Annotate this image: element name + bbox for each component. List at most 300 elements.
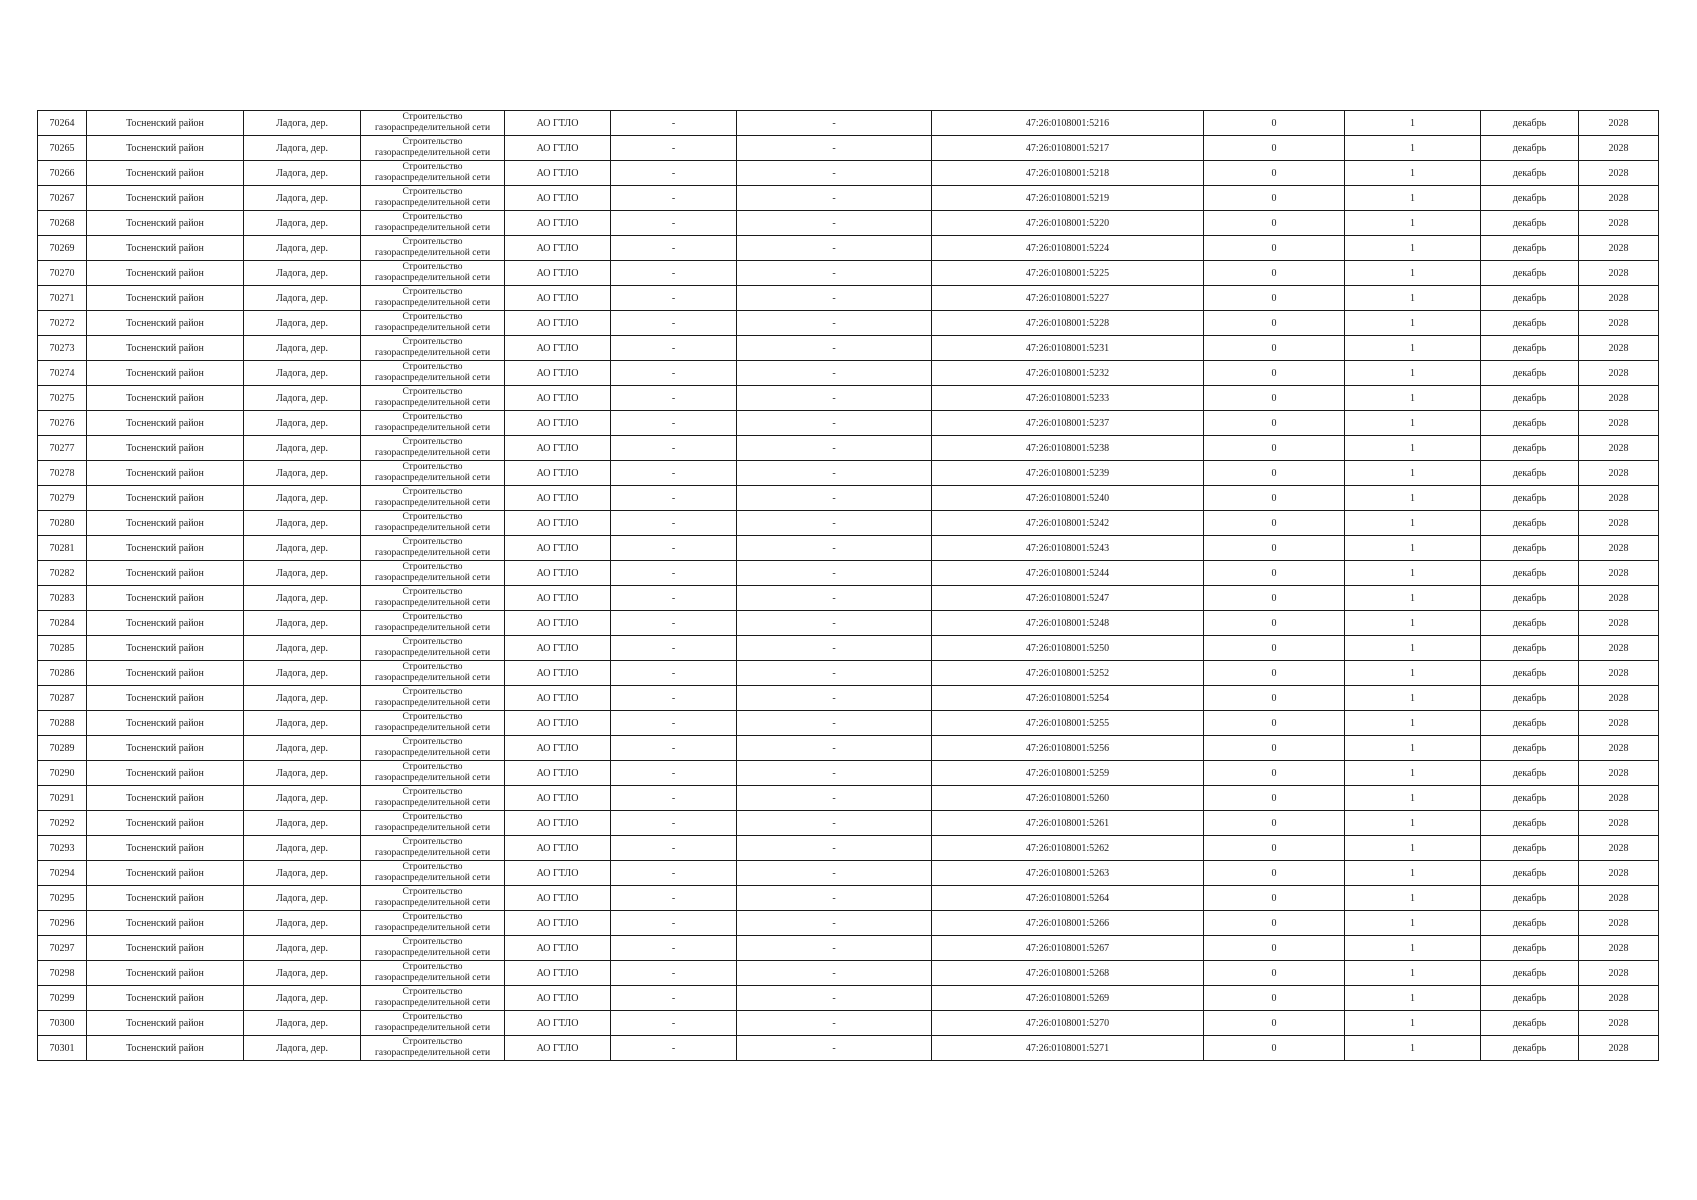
value-zero-cell: 0 (1204, 161, 1345, 186)
district-cell: Тосненский район (87, 336, 244, 361)
cadastral-number-cell: 47:26:0108001:5216 (932, 111, 1204, 136)
empty-value-cell: - (611, 186, 737, 211)
value-one-cell: 1 (1345, 661, 1481, 686)
empty-value-cell: - (611, 886, 737, 911)
month-cell: декабрь (1481, 186, 1579, 211)
organization-cell: АО ГТЛО (505, 786, 611, 811)
locality-cell: Ладога, дер. (244, 461, 361, 486)
locality-cell: Ладога, дер. (244, 1011, 361, 1036)
year-cell: 2028 (1579, 211, 1659, 236)
table-row (38, 786, 1659, 811)
row-number-cell: 70294 (38, 861, 87, 886)
work-type-line-1: Строительство (402, 837, 463, 847)
value-zero-cell: 0 (1204, 261, 1345, 286)
month-cell: декабрь (1481, 211, 1579, 236)
row-number-cell: 70283 (38, 586, 87, 611)
table-row (38, 1036, 1659, 1061)
organization-cell: АО ГТЛО (505, 811, 611, 836)
locality-cell: Ладога, дер. (244, 961, 361, 986)
work-type-line-2: газораспределительной сети (374, 998, 491, 1008)
cadastral-number-cell: 47:26:0108001:5225 (932, 261, 1204, 286)
work-type-line-2: газораспределительной сети (374, 623, 491, 633)
row-number-cell: 70288 (38, 711, 87, 736)
value-zero-cell: 0 (1204, 786, 1345, 811)
year-cell: 2028 (1579, 611, 1659, 636)
district-cell: Тосненский район (87, 611, 244, 636)
value-zero-cell: 0 (1204, 586, 1345, 611)
cadastral-number-cell: 47:26:0108001:5242 (932, 511, 1204, 536)
work-type-line-2: газораспределительной сети (374, 448, 491, 458)
row-number-cell: 70276 (38, 411, 87, 436)
value-one-cell: 1 (1345, 1011, 1481, 1036)
month-cell: декабрь (1481, 586, 1579, 611)
month-cell: декабрь (1481, 986, 1579, 1011)
work-type-cell (361, 386, 505, 411)
organization-cell: АО ГТЛО (505, 561, 611, 586)
work-type-line-1: Строительство (402, 112, 463, 122)
row-number-cell: 70279 (38, 486, 87, 511)
organization-cell: АО ГТЛО (505, 286, 611, 311)
empty-value-cell: - (737, 261, 932, 286)
organization-cell: АО ГТЛО (505, 111, 611, 136)
row-number-cell: 70298 (38, 961, 87, 986)
empty-value-cell: - (611, 786, 737, 811)
table-row (38, 861, 1659, 886)
table-row (38, 961, 1659, 986)
month-cell: декабрь (1481, 736, 1579, 761)
value-one-cell: 1 (1345, 811, 1481, 836)
work-type-line-2: газораспределительной сети (374, 373, 491, 383)
year-cell: 2028 (1579, 736, 1659, 761)
work-type-cell (361, 636, 505, 661)
year-cell: 2028 (1579, 461, 1659, 486)
empty-value-cell: - (737, 486, 932, 511)
work-type-line-2: газораспределительной сети (374, 898, 491, 908)
locality-cell: Ладога, дер. (244, 586, 361, 611)
organization-cell: АО ГТЛО (505, 936, 611, 961)
table-row (38, 411, 1659, 436)
empty-value-cell: - (611, 736, 737, 761)
work-type-line-2: газораспределительной сети (374, 323, 491, 333)
cadastral-number-cell: 47:26:0108001:5248 (932, 611, 1204, 636)
district-cell: Тосненский район (87, 111, 244, 136)
work-type-line-2: газораспределительной сети (374, 173, 491, 183)
work-type-line-1: Строительство (402, 412, 463, 422)
table-row (38, 736, 1659, 761)
work-type-cell (361, 286, 505, 311)
organization-cell: АО ГТЛО (505, 711, 611, 736)
row-number-cell: 70265 (38, 136, 87, 161)
district-cell: Тосненский район (87, 736, 244, 761)
table-row (38, 336, 1659, 361)
value-zero-cell: 0 (1204, 686, 1345, 711)
table-row (38, 236, 1659, 261)
month-cell: декабрь (1481, 111, 1579, 136)
locality-cell: Ладога, дер. (244, 986, 361, 1011)
year-cell: 2028 (1579, 286, 1659, 311)
row-number-cell: 70290 (38, 761, 87, 786)
value-zero-cell: 0 (1204, 961, 1345, 986)
work-type-line-1: Строительство (402, 637, 463, 647)
locality-cell: Ладога, дер. (244, 811, 361, 836)
value-one-cell: 1 (1345, 236, 1481, 261)
district-cell: Тосненский район (87, 511, 244, 536)
work-type-line-1: Строительство (402, 937, 463, 947)
table-row (38, 761, 1659, 786)
work-type-cell (361, 786, 505, 811)
month-cell: декабрь (1481, 286, 1579, 311)
value-zero-cell: 0 (1204, 711, 1345, 736)
work-type-line-2: газораспределительной сети (374, 848, 491, 858)
work-type-line-1: Строительство (402, 862, 463, 872)
row-number-cell: 70280 (38, 511, 87, 536)
district-cell: Тосненский район (87, 661, 244, 686)
value-zero-cell: 0 (1204, 911, 1345, 936)
empty-value-cell: - (611, 661, 737, 686)
organization-cell: АО ГТЛО (505, 736, 611, 761)
locality-cell: Ладога, дер. (244, 836, 361, 861)
value-one-cell: 1 (1345, 861, 1481, 886)
work-type-line-2: газораспределительной сети (374, 348, 491, 358)
row-number-cell: 70301 (38, 1036, 87, 1061)
work-type-line-2: газораспределительной сети (374, 698, 491, 708)
cadastral-number-cell: 47:26:0108001:5270 (932, 1011, 1204, 1036)
empty-value-cell: - (737, 386, 932, 411)
value-zero-cell: 0 (1204, 436, 1345, 461)
organization-cell: АО ГТЛО (505, 436, 611, 461)
month-cell: декабрь (1481, 1036, 1579, 1061)
empty-value-cell: - (737, 536, 932, 561)
table-row (38, 836, 1659, 861)
month-cell: декабрь (1481, 511, 1579, 536)
value-one-cell: 1 (1345, 411, 1481, 436)
locality-cell: Ладога, дер. (244, 386, 361, 411)
year-cell: 2028 (1579, 711, 1659, 736)
work-type-cell (361, 711, 505, 736)
year-cell: 2028 (1579, 661, 1659, 686)
table-row (38, 136, 1659, 161)
value-one-cell: 1 (1345, 511, 1481, 536)
empty-value-cell: - (611, 811, 737, 836)
district-cell: Тосненский район (87, 936, 244, 961)
work-type-cell (361, 686, 505, 711)
table-row (38, 311, 1659, 336)
month-cell: декабрь (1481, 886, 1579, 911)
cadastral-number-cell: 47:26:0108001:5238 (932, 436, 1204, 461)
work-type-line-2: газораспределительной сети (374, 973, 491, 983)
work-type-line-1: Строительство (402, 737, 463, 747)
value-one-cell: 1 (1345, 161, 1481, 186)
locality-cell: Ладога, дер. (244, 161, 361, 186)
month-cell: декабрь (1481, 311, 1579, 336)
cadastral-number-cell: 47:26:0108001:5231 (932, 336, 1204, 361)
work-type-cell (361, 1011, 505, 1036)
value-zero-cell: 0 (1204, 986, 1345, 1011)
empty-value-cell: - (611, 511, 737, 536)
cadastral-number-cell: 47:26:0108001:5219 (932, 186, 1204, 211)
empty-value-cell: - (611, 586, 737, 611)
month-cell: декабрь (1481, 336, 1579, 361)
organization-cell: АО ГТЛО (505, 961, 611, 986)
empty-value-cell: - (611, 236, 737, 261)
value-zero-cell: 0 (1204, 311, 1345, 336)
work-type-line-2: газораспределительной сети (374, 798, 491, 808)
value-zero-cell: 0 (1204, 861, 1345, 886)
empty-value-cell: - (611, 536, 737, 561)
work-type-line-2: газораспределительной сети (374, 423, 491, 433)
district-cell: Тосненский район (87, 311, 244, 336)
table-row (38, 986, 1659, 1011)
district-cell: Тосненский район (87, 986, 244, 1011)
table-row (38, 936, 1659, 961)
work-type-line-2: газораспределительной сети (374, 223, 491, 233)
row-number-cell: 70285 (38, 636, 87, 661)
value-zero-cell: 0 (1204, 886, 1345, 911)
locality-cell: Ладога, дер. (244, 936, 361, 961)
empty-value-cell: - (611, 486, 737, 511)
work-type-line-1: Строительство (402, 162, 463, 172)
work-type-line-1: Строительство (402, 912, 463, 922)
work-type-cell (361, 211, 505, 236)
empty-value-cell: - (611, 686, 737, 711)
table-row (38, 536, 1659, 561)
empty-value-cell: - (611, 761, 737, 786)
district-cell: Тосненский район (87, 186, 244, 211)
table-row (38, 111, 1659, 136)
row-number-cell: 70267 (38, 186, 87, 211)
locality-cell: Ладога, дер. (244, 661, 361, 686)
cadastral-number-cell: 47:26:0108001:5262 (932, 836, 1204, 861)
empty-value-cell: - (737, 436, 932, 461)
value-zero-cell: 0 (1204, 811, 1345, 836)
year-cell: 2028 (1579, 961, 1659, 986)
table-row (38, 286, 1659, 311)
empty-value-cell: - (611, 211, 737, 236)
value-one-cell: 1 (1345, 186, 1481, 211)
empty-value-cell: - (611, 361, 737, 386)
organization-cell: АО ГТЛО (505, 461, 611, 486)
work-type-line-2: газораспределительной сети (374, 723, 491, 733)
work-type-cell (361, 486, 505, 511)
value-zero-cell: 0 (1204, 936, 1345, 961)
year-cell: 2028 (1579, 436, 1659, 461)
year-cell: 2028 (1579, 486, 1659, 511)
work-type-line-2: газораспределительной сети (374, 498, 491, 508)
year-cell: 2028 (1579, 911, 1659, 936)
work-type-cell (361, 586, 505, 611)
year-cell: 2028 (1579, 936, 1659, 961)
district-cell: Тосненский район (87, 686, 244, 711)
value-zero-cell: 0 (1204, 111, 1345, 136)
organization-cell: АО ГТЛО (505, 636, 611, 661)
value-one-cell: 1 (1345, 761, 1481, 786)
work-type-cell (361, 561, 505, 586)
district-cell: Тосненский район (87, 1011, 244, 1036)
table-row (38, 386, 1659, 411)
row-number-cell: 70300 (38, 1011, 87, 1036)
value-zero-cell: 0 (1204, 836, 1345, 861)
work-type-cell (361, 361, 505, 386)
work-type-line-2: газораспределительной сети (374, 1023, 491, 1033)
row-number-cell: 70286 (38, 661, 87, 686)
row-number-cell: 70268 (38, 211, 87, 236)
work-type-cell (361, 661, 505, 686)
value-one-cell: 1 (1345, 211, 1481, 236)
month-cell: декабрь (1481, 1011, 1579, 1036)
empty-value-cell: - (737, 786, 932, 811)
month-cell: декабрь (1481, 561, 1579, 586)
locality-cell: Ладога, дер. (244, 886, 361, 911)
work-type-cell (361, 986, 505, 1011)
empty-value-cell: - (737, 961, 932, 986)
month-cell: декабрь (1481, 936, 1579, 961)
empty-value-cell: - (611, 386, 737, 411)
work-type-line-1: Строительство (402, 512, 463, 522)
empty-value-cell: - (737, 761, 932, 786)
cadastral-number-cell: 47:26:0108001:5233 (932, 386, 1204, 411)
district-cell: Тосненский район (87, 286, 244, 311)
district-cell: Тосненский район (87, 886, 244, 911)
locality-cell: Ладога, дер. (244, 111, 361, 136)
work-type-cell (361, 136, 505, 161)
table-row (38, 686, 1659, 711)
value-one-cell: 1 (1345, 1036, 1481, 1061)
year-cell: 2028 (1579, 1011, 1659, 1036)
locality-cell: Ладога, дер. (244, 186, 361, 211)
work-type-line-1: Строительство (402, 662, 463, 672)
year-cell: 2028 (1579, 261, 1659, 286)
organization-cell: АО ГТЛО (505, 186, 611, 211)
district-cell: Тосненский район (87, 636, 244, 661)
month-cell: декабрь (1481, 636, 1579, 661)
value-one-cell: 1 (1345, 711, 1481, 736)
value-zero-cell: 0 (1204, 136, 1345, 161)
empty-value-cell: - (611, 111, 737, 136)
value-one-cell: 1 (1345, 286, 1481, 311)
work-type-cell (361, 936, 505, 961)
work-type-line-1: Строительство (402, 237, 463, 247)
locality-cell: Ладога, дер. (244, 511, 361, 536)
cadastral-number-cell: 47:26:0108001:5268 (932, 961, 1204, 986)
value-zero-cell: 0 (1204, 361, 1345, 386)
cadastral-number-cell: 47:26:0108001:5263 (932, 861, 1204, 886)
year-cell: 2028 (1579, 111, 1659, 136)
year-cell: 2028 (1579, 386, 1659, 411)
cadastral-number-cell: 47:26:0108001:5243 (932, 536, 1204, 561)
organization-cell: АО ГТЛО (505, 161, 611, 186)
month-cell: декабрь (1481, 861, 1579, 886)
row-number-cell: 70270 (38, 261, 87, 286)
organization-cell: АО ГТЛО (505, 661, 611, 686)
month-cell: декабрь (1481, 461, 1579, 486)
work-type-cell (361, 336, 505, 361)
year-cell: 2028 (1579, 1036, 1659, 1061)
empty-value-cell: - (611, 1011, 737, 1036)
empty-value-cell: - (611, 1036, 737, 1061)
district-cell: Тосненский район (87, 361, 244, 386)
table-row (38, 261, 1659, 286)
value-one-cell: 1 (1345, 336, 1481, 361)
work-type-line-1: Строительство (402, 887, 463, 897)
organization-cell: АО ГТЛО (505, 411, 611, 436)
organization-cell: АО ГТЛО (505, 361, 611, 386)
row-number-cell: 70269 (38, 236, 87, 261)
table-row (38, 1011, 1659, 1036)
empty-value-cell: - (737, 461, 932, 486)
empty-value-cell: - (737, 586, 932, 611)
work-type-cell (361, 611, 505, 636)
organization-cell: АО ГТЛО (505, 986, 611, 1011)
month-cell: декабрь (1481, 711, 1579, 736)
value-zero-cell: 0 (1204, 411, 1345, 436)
row-number-cell: 70289 (38, 736, 87, 761)
district-cell: Тосненский район (87, 586, 244, 611)
table-row (38, 886, 1659, 911)
value-one-cell: 1 (1345, 111, 1481, 136)
year-cell: 2028 (1579, 511, 1659, 536)
cadastral-number-cell: 47:26:0108001:5217 (932, 136, 1204, 161)
value-one-cell: 1 (1345, 961, 1481, 986)
work-type-cell (361, 436, 505, 461)
empty-value-cell: - (737, 986, 932, 1011)
locality-cell: Ладога, дер. (244, 686, 361, 711)
month-cell: декабрь (1481, 136, 1579, 161)
district-cell: Тосненский район (87, 236, 244, 261)
cadastral-number-cell: 47:26:0108001:5220 (932, 211, 1204, 236)
work-type-cell (361, 911, 505, 936)
work-type-line-2: газораспределительной сети (374, 1048, 491, 1058)
year-cell: 2028 (1579, 886, 1659, 911)
locality-cell: Ладога, дер. (244, 236, 361, 261)
work-type-cell (361, 811, 505, 836)
work-type-cell (361, 236, 505, 261)
empty-value-cell: - (737, 511, 932, 536)
table-row (38, 186, 1659, 211)
value-one-cell: 1 (1345, 986, 1481, 1011)
locality-cell: Ладога, дер. (244, 536, 361, 561)
year-cell: 2028 (1579, 811, 1659, 836)
value-zero-cell: 0 (1204, 636, 1345, 661)
work-type-line-2: газораспределительной сети (374, 473, 491, 483)
locality-cell: Ладога, дер. (244, 636, 361, 661)
locality-cell: Ладога, дер. (244, 911, 361, 936)
value-zero-cell: 0 (1204, 461, 1345, 486)
district-cell: Тосненский район (87, 786, 244, 811)
cadastral-number-cell: 47:26:0108001:5239 (932, 461, 1204, 486)
cadastral-number-cell: 47:26:0108001:5228 (932, 311, 1204, 336)
work-type-cell (361, 886, 505, 911)
empty-value-cell: - (737, 636, 932, 661)
year-cell: 2028 (1579, 636, 1659, 661)
value-one-cell: 1 (1345, 536, 1481, 561)
district-cell: Тосненский район (87, 411, 244, 436)
empty-value-cell: - (611, 261, 737, 286)
organization-cell: АО ГТЛО (505, 686, 611, 711)
value-one-cell: 1 (1345, 486, 1481, 511)
work-type-line-2: газораспределительной сети (374, 148, 491, 158)
empty-value-cell: - (611, 911, 737, 936)
empty-value-cell: - (611, 436, 737, 461)
organization-cell: АО ГТЛО (505, 136, 611, 161)
table-body (38, 111, 1659, 1061)
value-zero-cell: 0 (1204, 236, 1345, 261)
value-one-cell: 1 (1345, 911, 1481, 936)
locality-cell: Ладога, дер. (244, 411, 361, 436)
work-type-line-1: Строительство (402, 437, 463, 447)
empty-value-cell: - (737, 861, 932, 886)
work-type-line-1: Строительство (402, 137, 463, 147)
year-cell: 2028 (1579, 986, 1659, 1011)
